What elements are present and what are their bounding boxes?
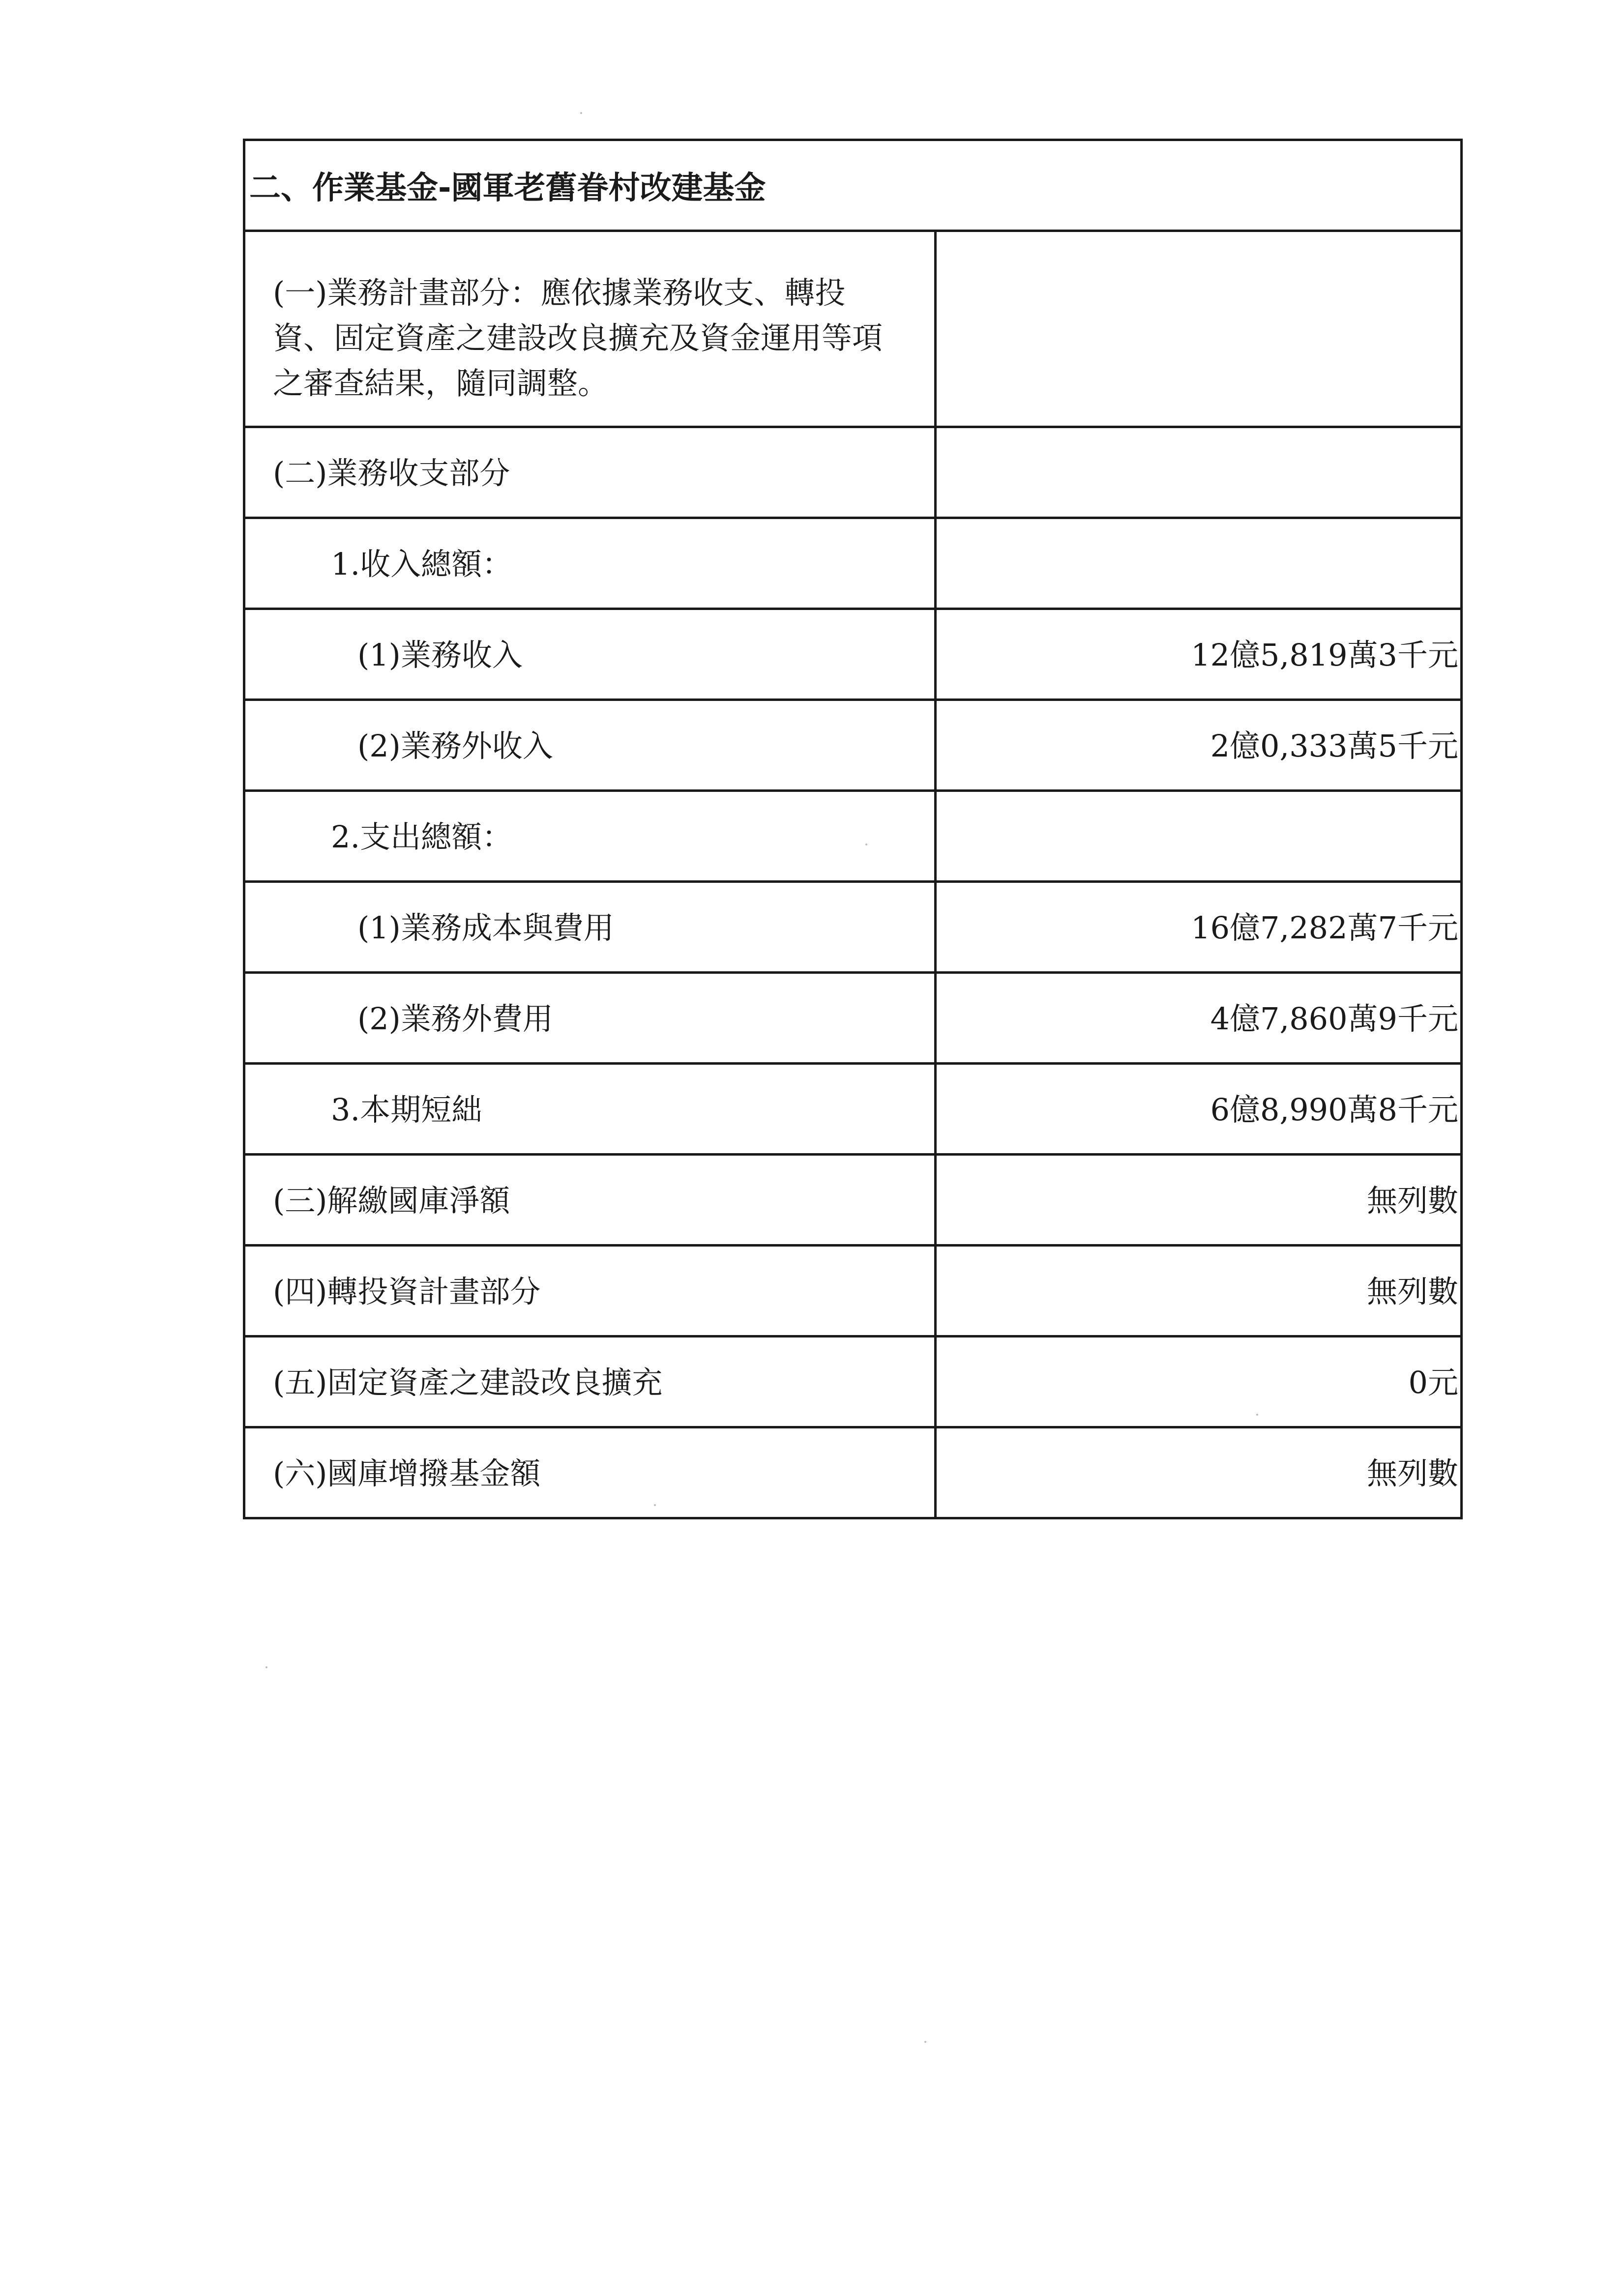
table-title-row [244,140,1462,231]
section-title: 二、作業基金-國軍老舊眷村改建基金 [244,140,1462,231]
row-value-total-expense [936,791,1462,882]
row-label-income-expense: (二)業務收支部分 [244,427,936,518]
row-label-treasury-payment: (三)解繳國庫淨額 [244,1155,936,1246]
table-row [244,1064,1462,1155]
row-value-non-operating-income: 2億0,333萬5千元 [936,700,1462,791]
row-value-operating-cost: 16億7,282萬7千元 [936,882,1462,973]
table-row [244,518,1462,609]
row-label-total-income: 1.收入總額： [244,518,936,609]
row-value-operating-income: 12億5,819萬3千元 [936,609,1462,700]
scan-speck [654,1504,656,1506]
row-label-operating-cost: (1)業務成本與費用 [244,882,936,973]
table-row [244,1337,1462,1427]
row-label-non-operating-expense: (2)業務外費用 [244,973,936,1064]
row-label-operating-income: (1)業務收入 [244,609,936,700]
scan-speck [924,2041,926,2043]
row-label-business-plan: (一)業務計畫部分：應依據業務收支、轉投資、固定資產之建設改良擴充及資金運用等項之審查結果，隨同調整。 [244,231,936,427]
row-value-period-deficit: 6億8,990萬8千元 [936,1064,1462,1155]
row-label-treasury-fund-increase: (六)國庫增撥基金額 [244,1427,936,1518]
budget-review-table [243,139,1463,1519]
table-row [244,882,1462,973]
row-value-total-income [936,518,1462,609]
scan-speck [580,112,582,114]
table-row [244,231,1462,427]
row-label-reinvestment-plan: (四)轉投資計畫部分 [244,1246,936,1337]
row-label-non-operating-income: (2)業務外收入 [244,700,936,791]
table-row [244,700,1462,791]
row-value-business-plan [936,231,1462,427]
row-value-treasury-payment: 無列數 [936,1155,1462,1246]
row-value-reinvestment-plan: 無列數 [936,1246,1462,1337]
row-value-income-expense [936,427,1462,518]
scan-speck [1256,1414,1258,1416]
table-row [244,1155,1462,1246]
table-row [244,609,1462,700]
row-value-non-operating-expense: 4億7,860萬9千元 [936,973,1462,1064]
table-row [244,973,1462,1064]
row-value-treasury-fund-increase: 無列數 [936,1427,1462,1518]
row-label-fixed-assets: (五)固定資產之建設改良擴充 [244,1337,936,1427]
table-row [244,791,1462,882]
table-row [244,427,1462,518]
table-row [244,1427,1462,1518]
row-label-total-expense: 2.支出總額： [244,791,936,882]
scan-speck [266,1666,267,1668]
row-label-period-deficit: 3.本期短絀 [244,1064,936,1155]
row-value-fixed-assets: 0元 [936,1337,1462,1427]
table-row [244,1246,1462,1337]
scan-speck [865,843,867,845]
